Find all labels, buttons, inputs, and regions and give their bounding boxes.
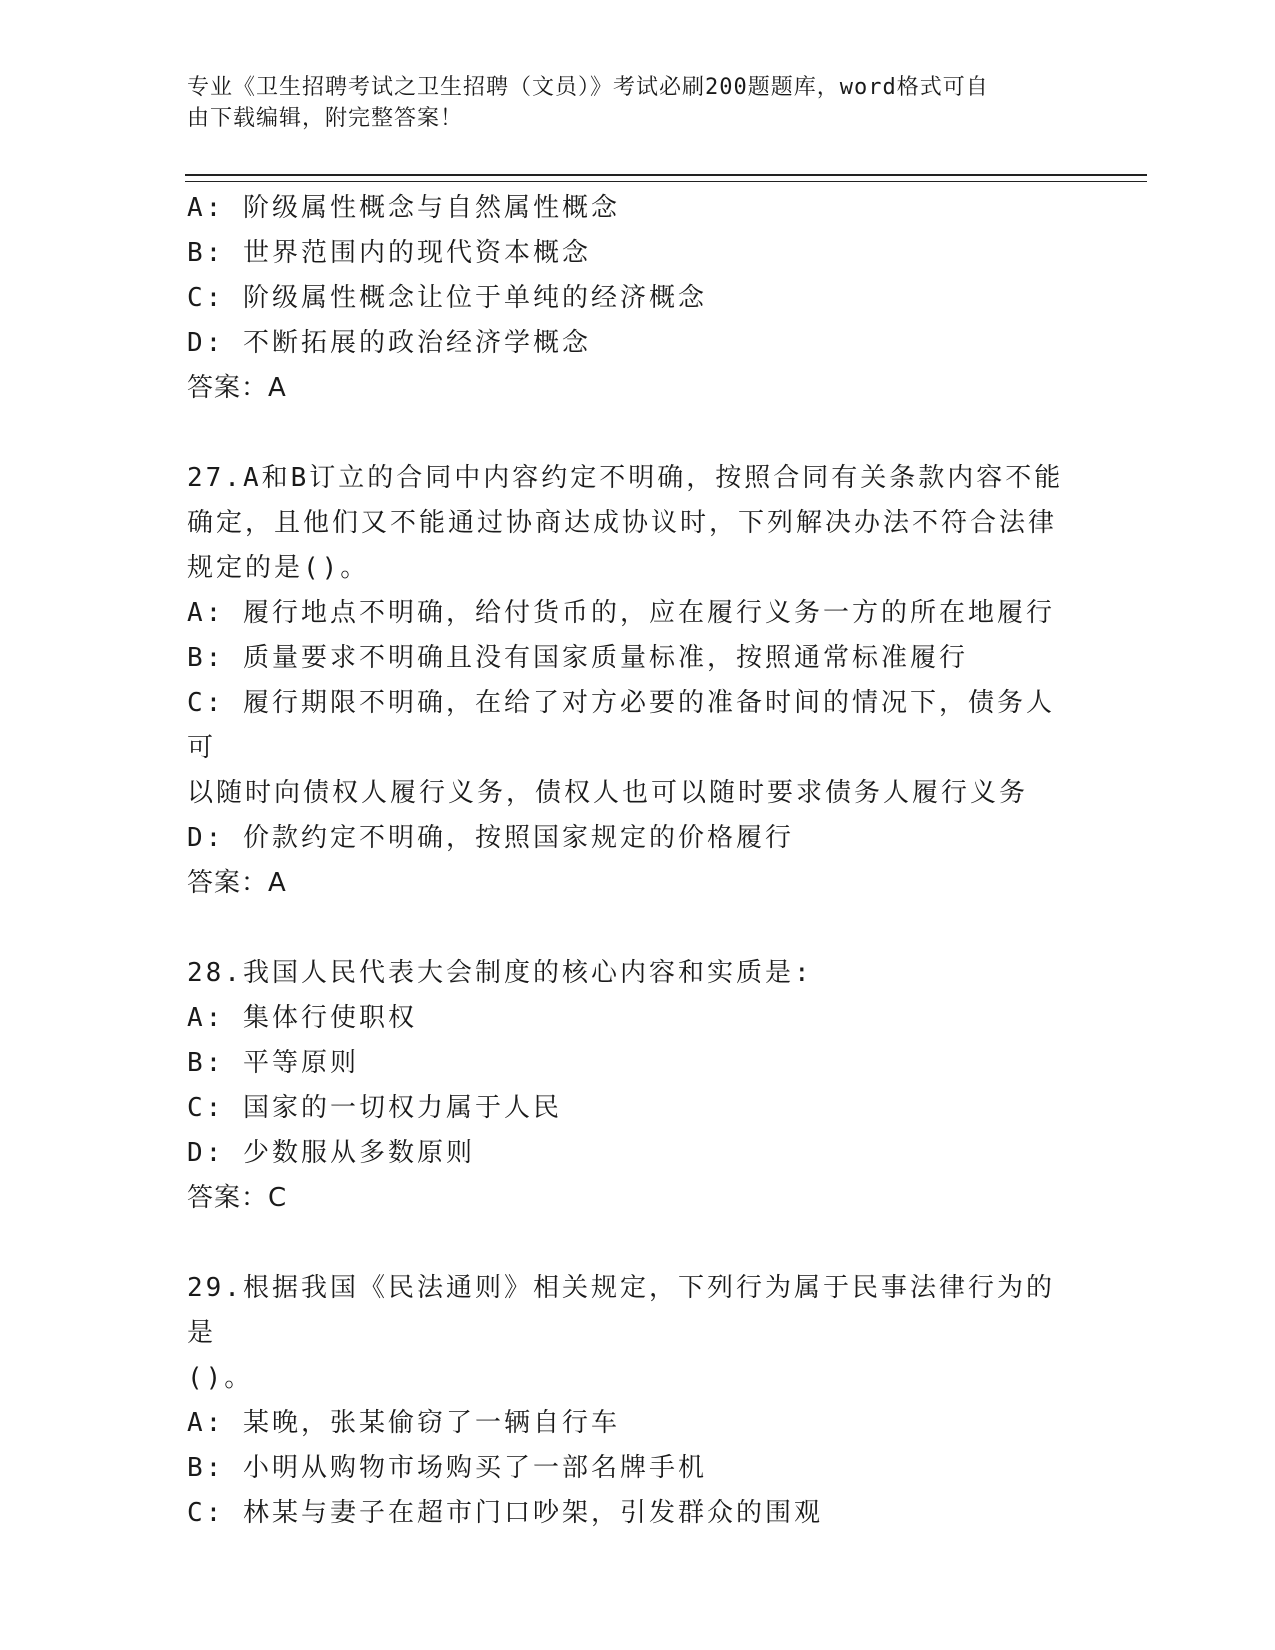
option-c: C: 国家的一切权力属于人民 xyxy=(187,1093,562,1123)
option-b: B: 平等原则 xyxy=(187,1048,359,1078)
option-a: A: 履行地点不明确，给付货币的，应在履行义务一方的所在地履行 xyxy=(187,598,1055,628)
question-text: 确定，且他们又不能通过协商达成协议时，下列解决办法不符合法律 xyxy=(187,508,1058,538)
option-a: A: 阶级属性概念与自然属性概念 xyxy=(187,193,620,223)
option-b: B: 小明从购物市场购买了一部名牌手机 xyxy=(187,1453,707,1483)
question-block-26 xyxy=(187,186,1067,411)
option-d: D: 不断拓展的政治经济学概念 xyxy=(187,328,591,358)
question-list xyxy=(187,186,1067,1536)
question-text: ()。 xyxy=(187,1363,254,1393)
question-block-29 xyxy=(187,1266,1067,1536)
option-c: C: 阶级属性概念让位于单纯的经济概念 xyxy=(187,283,707,313)
header-line-1: 专业《卫生招聘考试之卫生招聘（文员）》考试必刷200题题库，word格式可自 xyxy=(187,75,989,100)
option-d: D: 少数服从多数原则 xyxy=(187,1138,475,1168)
spacer xyxy=(187,411,1067,456)
option-b: B: 世界范围内的现代资本概念 xyxy=(187,238,591,268)
question-text: 规定的是()。 xyxy=(187,553,370,583)
question-block-28 xyxy=(187,951,1067,1221)
option-c: C: 林某与妻子在超市门口吵架，引发群众的围观 xyxy=(187,1498,823,1528)
question-text: 27.A和B订立的合同中内容约定不明确，按照合同有关条款内容不能 xyxy=(187,463,1064,493)
spacer xyxy=(187,1221,1067,1266)
header-rule-thin xyxy=(185,181,1147,182)
option-a: A: 集体行使职权 xyxy=(187,1003,417,1033)
option-a: A: 某晚，张某偷窃了一辆自行车 xyxy=(187,1408,620,1438)
question-block-27 xyxy=(187,456,1067,906)
question-text: 28.我国人民代表大会制度的核心内容和实质是: xyxy=(187,958,813,988)
header-rule-thick xyxy=(185,174,1147,176)
spacer xyxy=(187,906,1067,951)
option-c-continued: 以随时向债权人履行义务，债权人也可以随时要求债务人履行义务 xyxy=(187,778,1029,808)
answer: 答案：A xyxy=(187,868,287,898)
option-b: B: 质量要求不明确且没有国家质量标准，按照通常标准履行 xyxy=(187,643,968,673)
question-text: 29.根据我国《民法通则》相关规定，下列行为属于民事法律行为的是 xyxy=(187,1273,1055,1348)
option-c: C: 履行期限不明确，在给了对方必要的准备时间的情况下，债务人可 xyxy=(187,688,1055,763)
header-line-2: 由下载编辑，附完整答案！ xyxy=(187,106,464,131)
answer: 答案：A xyxy=(187,373,287,403)
document-header xyxy=(187,72,1067,134)
answer: 答案：C xyxy=(187,1183,288,1213)
option-d: D: 价款约定不明确，按照国家规定的价格履行 xyxy=(187,823,794,853)
